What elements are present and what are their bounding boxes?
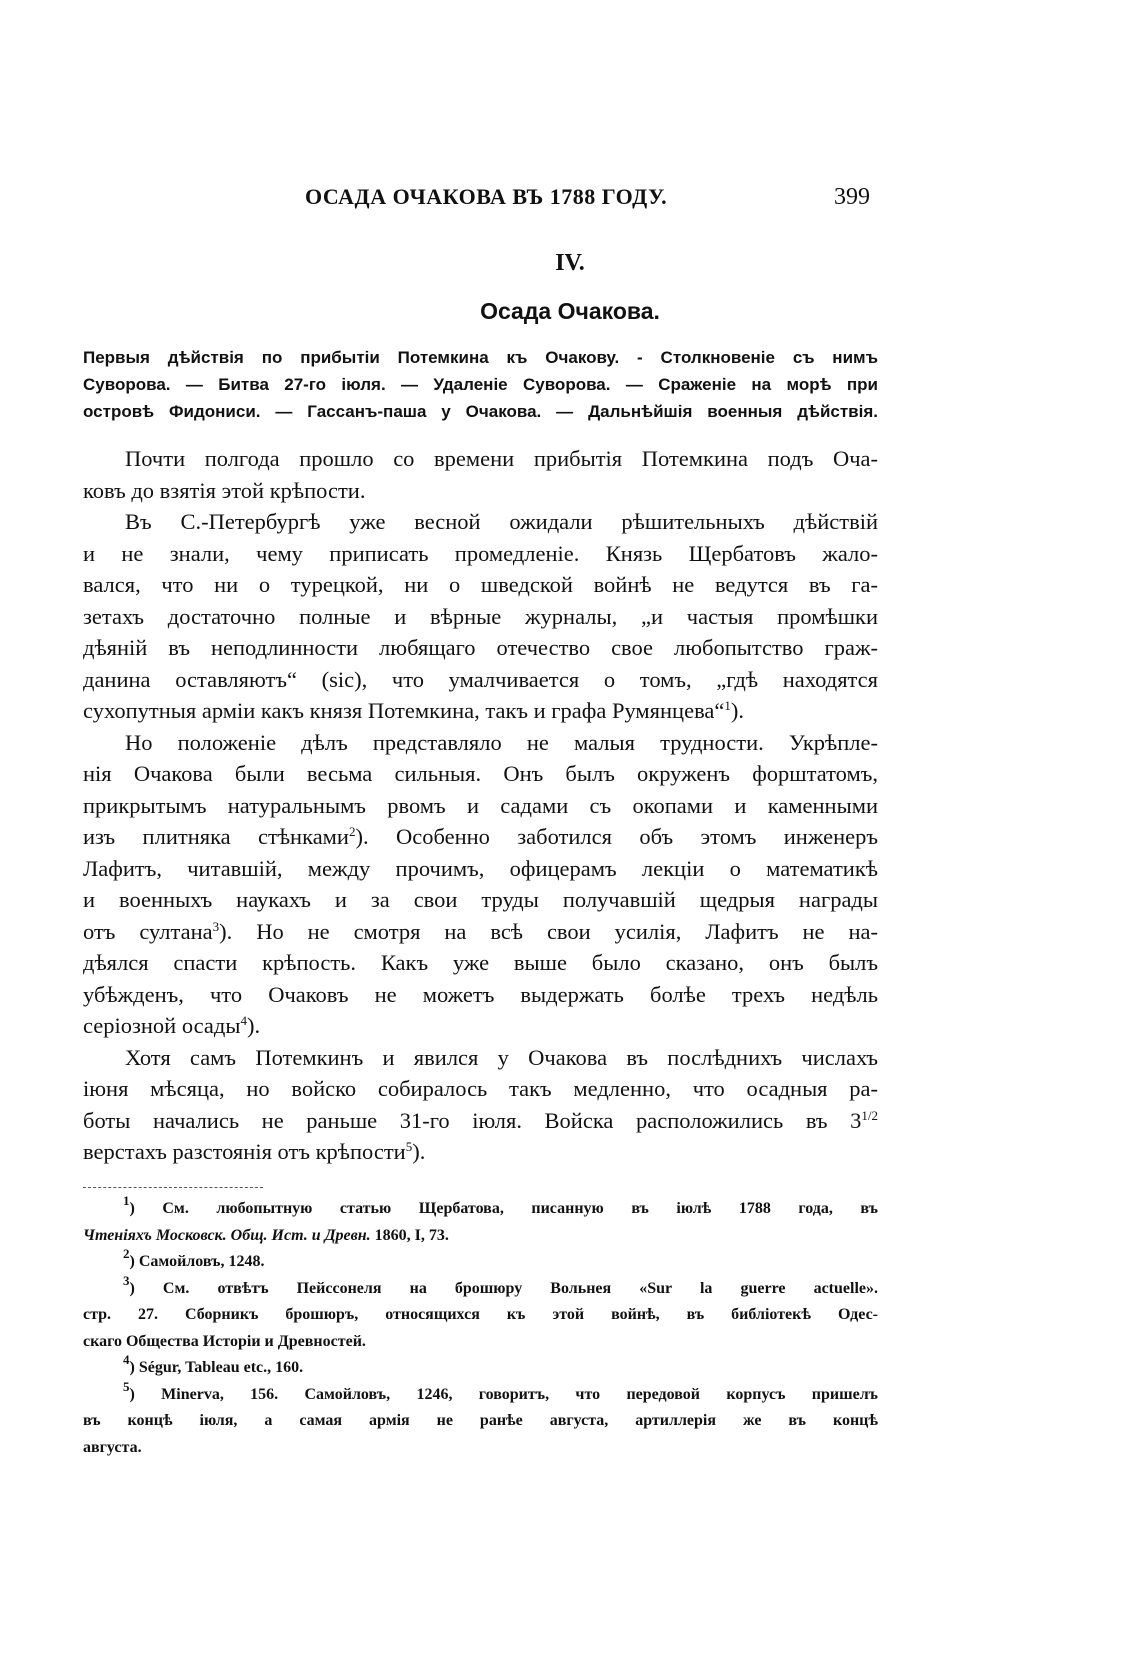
running-title: ОСАДА ОЧАКОВА ВЪ 1788 ГОДУ. <box>305 184 668 209</box>
body-line <box>83 664 878 696</box>
body-line-text: Лафитъ, читавшій, между прочимъ, офицерамъ лекціи о математикѣ <box>83 855 878 881</box>
body-line-text: верстахъ разстоянія отъ крѣпости <box>83 1139 406 1164</box>
footnote-ref: 5 <box>405 1139 413 1154</box>
body-line-text: нія Очакова были весьма сильныя. Онъ былъ окруженъ форштатомъ, <box>83 761 878 786</box>
summary-line: Первыя дѣйствія по прибытіи Потемкина къ Очакову. - Столкновеніе съ нимъ <box>83 348 878 367</box>
body-line <box>83 821 878 853</box>
body-line <box>83 475 878 507</box>
footnote-line <box>83 1193 878 1223</box>
footnote-text: ) Minerva, 156. Самойловъ, 1246, говоритъ, что передовой корпусъ пришелъ <box>129 1385 878 1403</box>
body-line-tail: ). Но не смотря на всѣ свои усилія, Лафитъ не на- <box>219 918 878 944</box>
footnote-line <box>83 1329 878 1356</box>
footnote-line <box>83 1246 878 1276</box>
body-line <box>83 884 878 916</box>
footnote-text: августа. <box>83 1438 142 1456</box>
footnote-ref: 3 <box>212 918 220 934</box>
footnote-text: въ концѣ іюля, а самая армія не ранѣе августа, артиллерія же въ концѣ <box>83 1412 878 1429</box>
body-line <box>83 1105 878 1137</box>
footnote-text: ) См. любопытную статью Щербатова, писанную въ іюлѣ 1788 года, въ <box>129 1200 878 1217</box>
footnote-line <box>83 1272 878 1303</box>
body-line-tail: ). Особенно заботился объ этомъ инженеръ <box>355 824 878 849</box>
footnote-text: ) Самойловъ, 1248. <box>129 1253 265 1270</box>
body-line-tail: ). <box>246 1013 261 1038</box>
body-line <box>83 443 878 475</box>
body-line-text: ковъ до взятія этой крѣпости. <box>83 477 366 503</box>
footnote-ref: 1/2 <box>861 1107 878 1123</box>
footnote-ref: 4 <box>240 1013 247 1028</box>
body-line-text: дѣялся спасти крѣпость. Какъ уже выше было сказано, онъ былъ <box>83 950 878 975</box>
body-line-tail: ). <box>730 698 745 723</box>
body-line <box>83 947 878 979</box>
body-line-text: боты начались не раньше 31-го іюля. Войска расположились въ 3 <box>83 1107 862 1133</box>
footnote-ref: 1 <box>724 698 731 713</box>
footnote-line <box>83 1302 878 1329</box>
footnote-number: 1 <box>123 1193 130 1208</box>
body-line <box>83 569 878 601</box>
body-line <box>83 916 878 948</box>
body-line <box>83 695 878 727</box>
footnote-line <box>83 1352 878 1382</box>
footnote-rule <box>83 1187 263 1188</box>
footnote-text: скаго Общества Исторіи и Древностей. <box>83 1332 366 1350</box>
body-line <box>83 727 878 759</box>
body-line <box>83 1073 878 1105</box>
body-line <box>83 979 878 1011</box>
body-line-text: и военныхъ наукахъ и за свои труды получавшій щедрыя награды <box>83 887 878 912</box>
body-line <box>83 1042 878 1074</box>
footnote-number: 2 <box>123 1246 130 1261</box>
footnote-number: 3 <box>123 1272 130 1288</box>
footnote-number: 5 <box>123 1378 130 1394</box>
footnote-line <box>83 1223 878 1250</box>
body-line-text: іюня мѣсяца, но войско собиралось такъ медленно, что осадныя ра- <box>83 1076 878 1101</box>
footnote-text: ) См. отвѣтъ Пейссонеля на брошюру Вольнея «Sur la guerre actuelle». <box>129 1279 878 1297</box>
body-line <box>83 790 878 822</box>
summary-line: островѣ Фидониси. — Гассанъ-паша у Очакова. — Дальнѣйшія военныя дѣйствія. <box>83 402 878 421</box>
footnote-number: 4 <box>123 1352 130 1367</box>
footnote-ref: 2 <box>348 824 356 839</box>
body-line-text: Но положеніе дѣлъ представляло не малыя трудности. Укрѣпле- <box>125 729 878 755</box>
body-line <box>83 632 878 664</box>
footnote-text: стр. 27. Сборникъ брошюръ, относящихся къ этой войнѣ, въ библіотекѣ Одес- <box>83 1306 878 1323</box>
body-line <box>83 1010 878 1042</box>
body-line-text: и не знали, чему приписать промедленіе. Князь Щербатовъ жало- <box>83 540 878 566</box>
footnote-line <box>83 1435 878 1462</box>
body-line-text: вался, что ни о турецкой, ни о шведской войнѣ не ведутся въ га- <box>83 572 878 597</box>
footnote-line <box>83 1378 878 1409</box>
body-line-text: зетахъ достаточно полные и вѣрные журналы, „и частыя промѣшки <box>83 603 878 629</box>
summary-line: Суворова. — Битва 27-го іюля. — Удаленіе Суворова. — Сраженіе на морѣ при <box>83 375 878 394</box>
footnote-line <box>83 1408 878 1435</box>
body-line <box>83 538 878 570</box>
body-line-text: прикрытымъ натуральнымъ рвомъ и садами съ окопами и каменными <box>83 792 878 818</box>
page-header <box>220 184 870 224</box>
body-line <box>83 853 878 885</box>
chapter-title: Осада Очакова. <box>480 298 660 324</box>
body-line-text: отъ султана <box>83 918 213 944</box>
body-line-text: убѣжденъ, что Очаковъ не можетъ выдержать болѣе трехъ недѣль <box>83 981 878 1007</box>
chapter-number: IV. <box>555 250 585 276</box>
chapter-summary <box>83 344 878 425</box>
body-line-text: Въ С.-Петербургѣ уже весной ожидали рѣшительныхъ дѣйствій <box>125 509 878 534</box>
body-line <box>83 758 878 790</box>
body-line <box>83 1136 878 1168</box>
body-line <box>83 506 878 538</box>
body-text <box>83 443 878 1168</box>
body-line-text: Почти полгода прошло со времени прибытія Потемкина подъ Оча- <box>125 446 878 471</box>
body-line-text: данина оставляютъ“ (sic), что умалчивается о томъ, „гдѣ находятся <box>83 666 878 692</box>
footnote-text: 1860, I, 73. <box>370 1226 449 1244</box>
body-line-tail: ). <box>412 1139 426 1164</box>
footnote-source-title: Чтеніяхъ Московск. Общ. Ист. и Древн. <box>83 1226 371 1244</box>
body-line-text: дѣяній въ неподлинности любящаго отечество свое любопытство граж- <box>83 635 878 660</box>
body-line-text: Хотя самъ Потемкинъ и явился у Очакова въ послѣднихъ числахъ <box>125 1044 878 1070</box>
footnote-text: ) Ségur, Tableau etc., 160. <box>129 1359 304 1376</box>
footnotes <box>83 1193 878 1461</box>
page-number: 399 <box>834 184 870 210</box>
body-line-text: изъ плитняка стѣнками <box>83 824 349 849</box>
body-line-text: серіозной осады <box>83 1013 241 1038</box>
body-line-text: сухопутныя арміи какъ князя Потемкина, такъ и графа Румянцева“ <box>83 698 725 723</box>
body-line <box>83 601 878 633</box>
